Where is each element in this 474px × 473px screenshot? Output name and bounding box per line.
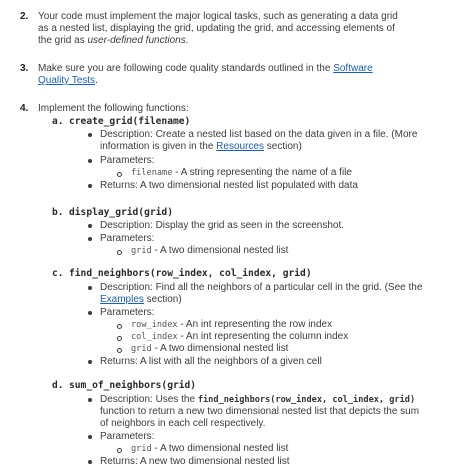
item-4-number: 4.	[20, 103, 29, 114]
item-2-line3: the grid as user-defined functions.	[38, 35, 189, 46]
function-c-desc-line2: Examples section)	[100, 294, 182, 305]
circle-bullet-icon	[117, 172, 122, 177]
function-b-param1: grid - A two dimensional nested list	[131, 245, 289, 256]
item-2-number: 2.	[20, 11, 29, 22]
function-d-desc-line1: Description: Uses the find_neighbors(row_index, col_index, grid)	[100, 394, 416, 405]
function-d-signature: sum_of_neighbors(grid)	[69, 380, 197, 391]
function-c-param1: row_index - An int representing the row index	[131, 319, 333, 330]
function-d-returns: Returns: A new two dimensional nested list	[100, 456, 290, 467]
bullet-icon	[88, 184, 92, 188]
bullet-icon	[88, 133, 92, 137]
function-c-desc-line1: Description: Find all the neighbors of a particular cell in the grid. (See the	[100, 282, 423, 293]
circle-bullet-icon	[117, 324, 122, 329]
software-quality-tests-link-cont[interactable]: Quality Tests	[38, 75, 96, 86]
bullet-icon	[88, 398, 92, 402]
function-c-signature: find_neighbors(row_index, col_index, grid)	[69, 268, 312, 279]
function-c-params-label: Parameters:	[100, 307, 155, 318]
function-d-desc-line3: of neighbors in each cell respectively.	[100, 418, 266, 429]
function-c-param3: grid - A two dimensional nested list	[131, 343, 289, 354]
circle-bullet-icon	[117, 336, 122, 341]
function-b-signature: display_grid(grid)	[69, 207, 173, 218]
resources-link[interactable]: Resources	[216, 141, 264, 152]
item-4-intro: Implement the following functions:	[38, 103, 189, 114]
circle-bullet-icon	[117, 348, 122, 353]
function-a-param1: filename - A string representing the name of a file	[131, 167, 352, 178]
function-a-desc-line1: Description: Create a nested list based on the data given in a file. (More	[100, 129, 418, 140]
function-c-label: c.	[52, 268, 64, 279]
function-d-param1: grid - A two dimensional nested list	[131, 443, 289, 454]
bullet-icon	[88, 159, 92, 163]
function-b-params-label: Parameters:	[100, 233, 155, 244]
function-b-desc: Description: Display the grid as seen in the screenshot.	[100, 220, 345, 231]
software-quality-tests-link[interactable]: Software	[333, 63, 373, 74]
function-d-desc-line2: function to return a new two dimensional nested list that depicts the sum	[100, 406, 420, 417]
examples-link[interactable]: Examples	[100, 294, 144, 305]
function-a-returns: Returns: A two dimensional nested list populated with data	[100, 180, 358, 191]
function-a-signature: create_grid(filename)	[69, 116, 191, 127]
item-3-line2: Quality Tests.	[38, 75, 98, 86]
item-3-line1: Make sure you are following code quality standards outlined in the Software	[38, 63, 373, 74]
item-3-number: 3.	[20, 63, 29, 74]
function-a-label: a.	[52, 116, 64, 127]
bullet-icon	[88, 224, 92, 228]
item-2-line2: as a nested list, displaying the grid, updating the grid, and accessing elements of	[38, 23, 395, 34]
item-2-line1: Your code must implement the major logical tasks, such as generating a data grid	[38, 11, 398, 22]
bullet-icon	[88, 360, 92, 364]
bullet-icon	[88, 237, 92, 241]
function-d-params-label: Parameters:	[100, 431, 155, 442]
circle-bullet-icon	[117, 448, 122, 453]
function-d-label: d.	[52, 380, 64, 391]
circle-bullet-icon	[117, 250, 122, 255]
function-a-desc-line2: information is given in the Resources section)	[100, 141, 302, 152]
bullet-icon	[88, 460, 92, 464]
bullet-icon	[88, 435, 92, 439]
bullet-icon	[88, 286, 92, 290]
function-c-param2: col_index - An int representing the column index	[131, 331, 349, 342]
bullet-icon	[88, 311, 92, 315]
function-b-label: b.	[52, 207, 64, 218]
user-defined-functions-emphasis: user-defined functions	[87, 35, 186, 46]
function-c-returns: Returns: A list with all the neighbors of a given cell	[100, 356, 322, 367]
function-a-params-label: Parameters:	[100, 155, 155, 166]
